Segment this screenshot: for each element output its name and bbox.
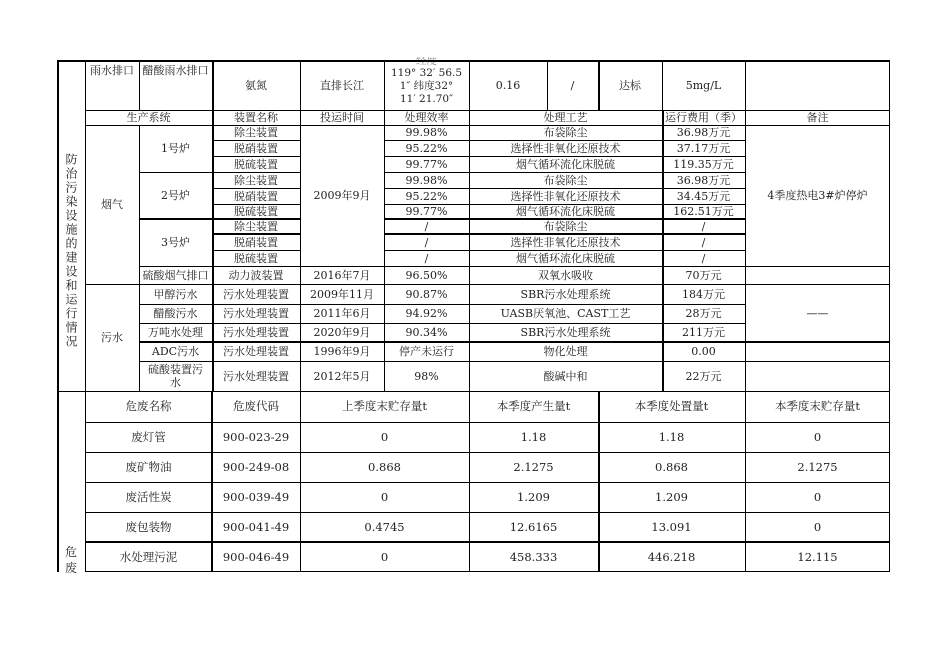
- waste-code: 900-023-29: [222, 429, 290, 444]
- wastewater-label: 污水: [101, 331, 123, 344]
- efficiency-value: /: [424, 251, 429, 265]
- remark-value: [745, 361, 890, 391]
- grid-line: [212, 233, 300, 235]
- discharge-remark: [745, 60, 890, 110]
- discharge-destination: 直排长江: [320, 78, 364, 92]
- grid-line: [139, 218, 300, 220]
- start-time: 1996年9月: [313, 345, 371, 358]
- waste-name: 废活性炭: [125, 489, 172, 504]
- grid-line: [384, 233, 745, 235]
- start-time: 2009年11月: [310, 287, 374, 301]
- grid-line: [85, 571, 890, 572]
- grid-line: [300, 60, 301, 110]
- header-generated: 本季度产生量t: [496, 399, 571, 413]
- prev-stock: 0.868: [368, 459, 401, 474]
- process-value: 物化处理: [543, 345, 588, 358]
- header-end-stock: 本季度末贮存量t: [774, 399, 861, 413]
- disposed: 1.209: [655, 489, 688, 504]
- header-efficiency: 处理效率: [404, 111, 449, 124]
- device-name: 污水处理装置: [223, 345, 289, 358]
- header-device: 装置名称: [234, 111, 278, 124]
- cost-value: 36.98万元: [676, 126, 731, 139]
- blank-value: /: [570, 78, 575, 92]
- efficiency-value: 90.87%: [405, 287, 448, 301]
- end-stock: 0: [813, 429, 822, 444]
- process-value: SBR污水处理系统: [520, 287, 611, 301]
- device-name: 脱硫装置: [234, 205, 278, 218]
- grid-line: [889, 60, 890, 572]
- disposed: 13.091: [651, 519, 692, 534]
- start-time: 2012年5月: [313, 369, 371, 383]
- end-stock: 0: [813, 519, 822, 534]
- grid-line: [85, 110, 890, 111]
- flue-gas-label: 烟气: [101, 198, 123, 211]
- end-stock: 2.1275: [797, 459, 838, 474]
- cost-value: /: [701, 251, 706, 265]
- grid-line: [384, 218, 745, 220]
- pollutant: 氨氮: [245, 78, 267, 92]
- efficiency-value: /: [424, 235, 429, 249]
- wastewater-name: ADC污水: [151, 345, 200, 358]
- boiler-2-label: 2号炉: [161, 189, 190, 202]
- efficiency-value: 95.22%: [405, 189, 448, 203]
- process-value: 烟气循环流化床脱硫: [516, 205, 615, 218]
- wastewater-name: 万吨水处理: [148, 326, 203, 339]
- device-name: 脱硫装置: [234, 251, 278, 265]
- process-value: 烟气循环流化床脱硫: [516, 251, 615, 265]
- waste-code: 900-041-49: [222, 519, 290, 534]
- concentration: 0.16: [495, 78, 521, 92]
- generated: 1.209: [517, 489, 550, 504]
- grid-line: [139, 323, 745, 324]
- header-start-time: 投运时间: [320, 111, 364, 124]
- grid-line: [139, 172, 300, 173]
- cost-value: 0.00: [691, 345, 716, 358]
- cost-value: 119.35万元: [673, 157, 734, 171]
- efficiency-value: /: [424, 220, 429, 233]
- grid-line: [139, 125, 140, 391]
- generated: 458.333: [509, 549, 558, 564]
- waste-name: 废矿物油: [125, 459, 172, 474]
- grid-line: [57, 391, 890, 392]
- cost-value: 37.17万元: [676, 141, 731, 155]
- cost-value: 211万元: [682, 326, 725, 339]
- start-time: 2016年7月: [313, 268, 371, 282]
- device-name: 污水处理装置: [223, 369, 289, 383]
- device-name: 除尘装置: [234, 173, 278, 187]
- grid-line: [384, 250, 745, 251]
- grid-line: [85, 60, 86, 110]
- cost-value: 70万元: [685, 268, 722, 282]
- start-time: 2020年9月: [313, 326, 371, 339]
- wastewater-name: 醋酸污水: [153, 307, 198, 320]
- remark-value: [745, 342, 890, 361]
- grid-line: [139, 60, 140, 110]
- device-name: 动力波装置: [228, 268, 284, 282]
- grid-line: [57, 60, 59, 572]
- outlet-name: 醋酸雨水排口: [142, 64, 209, 77]
- grid-line: [139, 361, 890, 362]
- grid-line: [384, 60, 385, 110]
- efficiency-value: 90.34%: [405, 326, 448, 339]
- header-remark: 备注: [806, 111, 829, 124]
- grid-line: [469, 60, 470, 110]
- process-value: UASB厌氧池、CAST工艺: [500, 307, 631, 320]
- efficiency-value: 96.50%: [405, 268, 448, 282]
- grid-line: [85, 541, 890, 543]
- efficiency-value: 99.98%: [405, 126, 448, 139]
- grid-line: [384, 204, 745, 205]
- grid-line: [85, 125, 890, 126]
- end-stock: 12.115: [797, 549, 838, 564]
- grid-line: [384, 188, 745, 189]
- waste-name: 废灯管: [131, 429, 166, 444]
- cost-value: /: [701, 220, 706, 233]
- grid-line: [139, 266, 890, 267]
- grid-line: [85, 452, 890, 453]
- hazardous-section-label: 危废: [64, 545, 77, 575]
- discharge-limit: 5mg/L: [685, 78, 722, 92]
- prev-stock: 0: [380, 549, 389, 564]
- cost-value: 36.98万元: [676, 173, 731, 187]
- grid-line: [85, 284, 890, 285]
- remark-value: [745, 266, 890, 284]
- process-value: SBR污水处理系统: [520, 326, 611, 339]
- grid-line: [85, 482, 890, 483]
- process-value: 选择性非氧化还原技术: [510, 141, 621, 155]
- grid-line: [745, 60, 746, 110]
- header-prev-stock: 上季度末贮存量t: [341, 399, 428, 413]
- prev-stock: 0.4745: [364, 519, 405, 534]
- flue-gas-remark: 4季度热电3#炉停炉: [767, 189, 868, 202]
- grid-line: [547, 60, 548, 110]
- coords-line3: 11′ 21.70″: [399, 92, 454, 105]
- grid-line: [212, 140, 300, 141]
- grid-line: [85, 512, 890, 513]
- header-disposed: 本季度处置量t: [634, 399, 709, 413]
- grid-line: [384, 156, 745, 157]
- grid-line: [384, 140, 745, 141]
- disposed: 446.218: [647, 549, 696, 564]
- device-name: 除尘装置: [234, 126, 278, 139]
- grid-line: [300, 110, 301, 391]
- coords-line2: 1″ 纬度32°: [399, 79, 454, 92]
- device-name: 脱硝装置: [234, 189, 278, 203]
- outlet-type: 雨水排口: [90, 64, 134, 77]
- device-name: 除尘装置: [234, 220, 278, 233]
- grid-line: [85, 110, 86, 391]
- grid-line: [212, 188, 300, 189]
- start-time: 2011年6月: [313, 307, 371, 320]
- wastewater-name: 硫酸装置污水: [148, 363, 203, 389]
- process-value: 布袋除尘: [543, 126, 588, 139]
- efficiency-value: 98%: [414, 369, 439, 383]
- process-value: 酸碱中和: [543, 369, 588, 383]
- efficiency-value: 99.77%: [405, 205, 448, 218]
- disposed: 0.868: [655, 459, 688, 474]
- waste-code: 900-046-49: [222, 549, 290, 564]
- waste-name: 废包装物: [125, 519, 172, 534]
- efficiency-value: 95.22%: [405, 141, 448, 155]
- grid-line: [662, 60, 663, 110]
- process-value: 双氧水吸收: [538, 268, 593, 282]
- end-stock: 0: [813, 489, 822, 504]
- efficiency-value: 94.92%: [405, 307, 448, 320]
- waste-code: 900-249-08: [222, 459, 290, 474]
- header-cost: 运行费用（季）: [665, 111, 742, 124]
- waste-code: 900-039-49: [222, 489, 290, 504]
- generated: 1.18: [520, 429, 547, 444]
- header-process: 处理工艺: [543, 111, 588, 124]
- grid-line: [57, 60, 890, 62]
- device-name: 污水处理装置: [223, 287, 289, 301]
- disposed: 1.18: [658, 429, 685, 444]
- grid-line: [212, 204, 300, 205]
- device-name: 脱硝装置: [234, 141, 278, 155]
- grid-line: [212, 60, 214, 110]
- process-value: 烟气循环流化床脱硫: [516, 157, 615, 171]
- cost-value: 184万元: [682, 287, 725, 301]
- efficiency-value: 99.98%: [405, 173, 448, 187]
- boiler-1-label: 1号炉: [161, 142, 190, 155]
- grid-line: [212, 156, 300, 157]
- flue-gas-start-time: 2009年9月: [313, 189, 371, 202]
- grid-line: [139, 341, 890, 343]
- prev-stock: 0: [380, 489, 389, 504]
- coords-line1: 119° 32′ 56.5: [390, 66, 463, 79]
- grid-line: [384, 172, 745, 173]
- grid-line: [139, 304, 745, 305]
- prev-stock: 0: [380, 429, 389, 444]
- generated: 2.1275: [513, 459, 554, 474]
- wastewater-name: 甲醇污水: [153, 287, 198, 301]
- header-system: 生产系统: [126, 111, 171, 124]
- header-waste-code: 危废代码: [233, 399, 279, 413]
- cost-value: 28万元: [685, 307, 722, 320]
- boiler-3-label: 3号炉: [161, 236, 190, 249]
- sulfuric-outlet-name: 硫酸烟气排口: [142, 268, 209, 282]
- waste-name: 水处理污泥: [119, 549, 178, 564]
- grid-line: [598, 60, 600, 110]
- process-value: 选择性非氧化还原技术: [510, 235, 621, 249]
- efficiency-value: 99.77%: [405, 157, 448, 171]
- cost-value: 22万元: [685, 369, 722, 383]
- process-value: 布袋除尘: [543, 220, 588, 233]
- compliance-status: 达标: [619, 78, 641, 92]
- generated: 12.6165: [509, 519, 558, 534]
- grid-line: [212, 250, 300, 251]
- grid-line: [745, 110, 746, 391]
- cost-value: /: [701, 235, 706, 249]
- wastewater-remark: ——: [806, 306, 829, 320]
- cost-value: 34.45万元: [676, 189, 731, 203]
- header-waste-name: 危废名称: [125, 399, 172, 413]
- process-value: 布袋除尘: [543, 173, 588, 187]
- device-name: 污水处理装置: [223, 307, 289, 320]
- device-name: 脱硫装置: [234, 157, 278, 171]
- device-name: 脱硝装置: [234, 235, 278, 249]
- facility-section-label: 防治污染设施的建设和运行情况: [64, 152, 78, 349]
- process-value: 选择性非氧化还原技术: [510, 189, 621, 203]
- grid-line: [85, 422, 890, 423]
- cost-value: 162.51万元: [673, 205, 734, 218]
- efficiency-value: 停产未运行: [399, 345, 454, 358]
- device-name: 污水处理装置: [223, 326, 289, 339]
